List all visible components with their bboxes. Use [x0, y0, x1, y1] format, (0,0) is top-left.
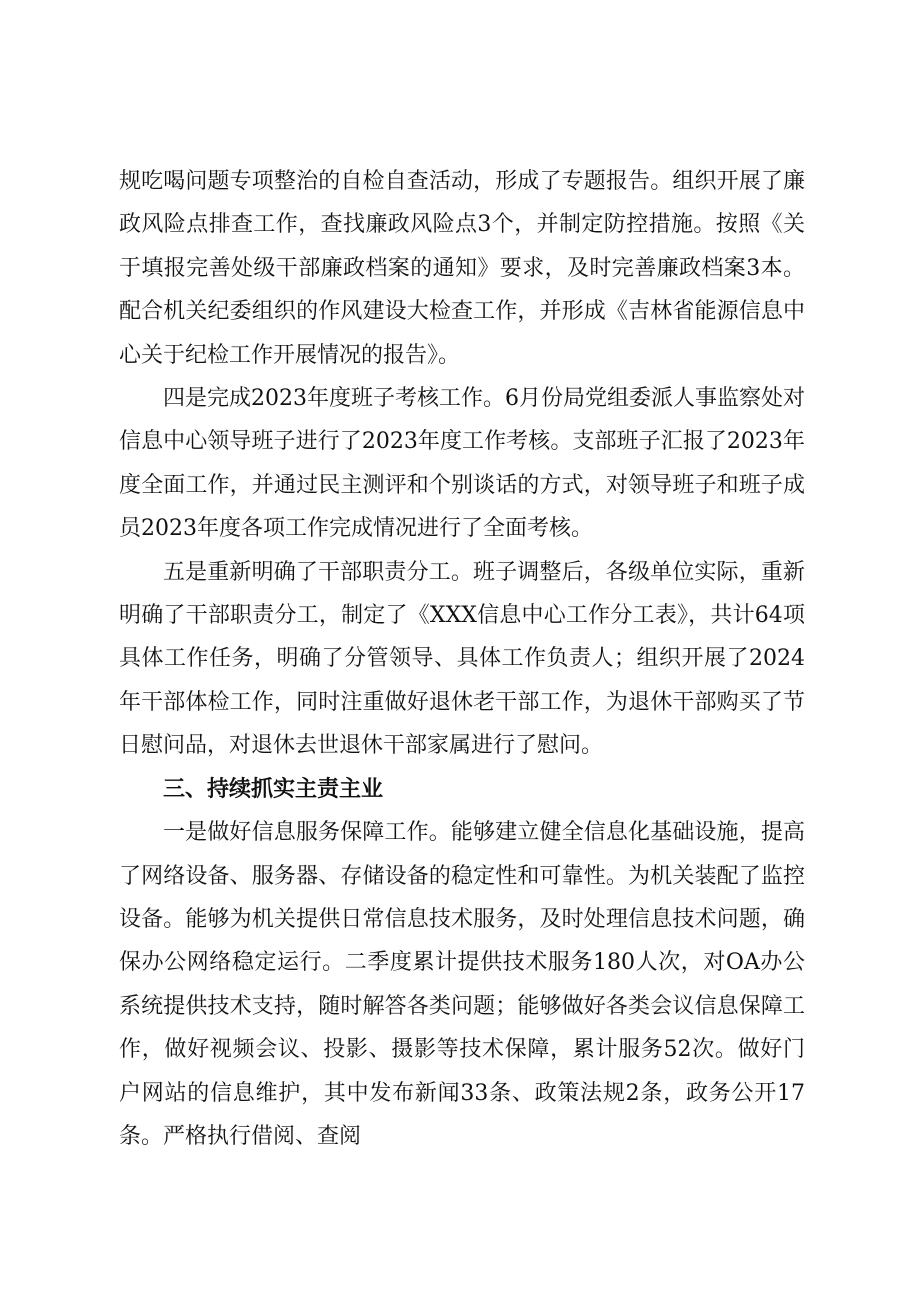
document-body [119, 160, 805, 1158]
paragraph-duty-division: 五是重新明确了干部职责分工。班子调整后，各级单位实际，重新明确了干部职责分工，制定了《XXX信息中心工作分工表》，共计64项具体工作任务，明确了分管领导、具体工作负责人；组织开展了2024年干部体检工作，同时注重做好退休老干部工作，为退休干部购买了节日慰问品，对退休去世退休干部家属进行了慰问。 [119, 559, 805, 759]
paragraph-info-service: 一是做好信息服务保障工作。能够建立健全信息化基础设施，提高了网络设备、服务器、存储设备的稳定性和可靠性。为机关装配了监控设备。能够为机关提供日常信息技术服务，及时处理信息技术问题，确保办公网络稳定运行。二季度累计提供技术服务180人次，对OA办公系统提供技术支持，随时解答各类问题；能够做好各类会议信息保障工作，做好视频会议、投影、摄影等技术保障，累计服务52次。做好门户网站的信息维护，其中发布新闻33条、政策法规2条，政务公开17条。严格执行借阅、查阅 [119, 820, 805, 1149]
paragraph-discipline-inspection: 规吃喝问题专项整治的自检自查活动，形成了专题报告。组织开展了廉政风险点排查工作，查找廉政风险点3个，并制定防控措施。按照《关于填报完善处级干部廉政档案的通知》要求，及时完善廉政档案3本。配合机关纪委组织的作风建设大检查工作，并形成《吉林省能源信息中心关于纪检工作开展情况的报告》。 [119, 169, 805, 368]
paragraph-team-assessment: 四是完成2023年度班子考核工作。6月份局党组委派人事监察处对信息中心领导班子进行了2023年度工作考核。支部班子汇报了2023年度全面工作，并通过民主测评和个别谈话的方式，对领导班子和班子成员2023年度各项工作完成情况进行了全面考核。 [119, 386, 805, 542]
section-heading-main-responsibility: 三、持续抓实主责主业 [163, 776, 384, 802]
